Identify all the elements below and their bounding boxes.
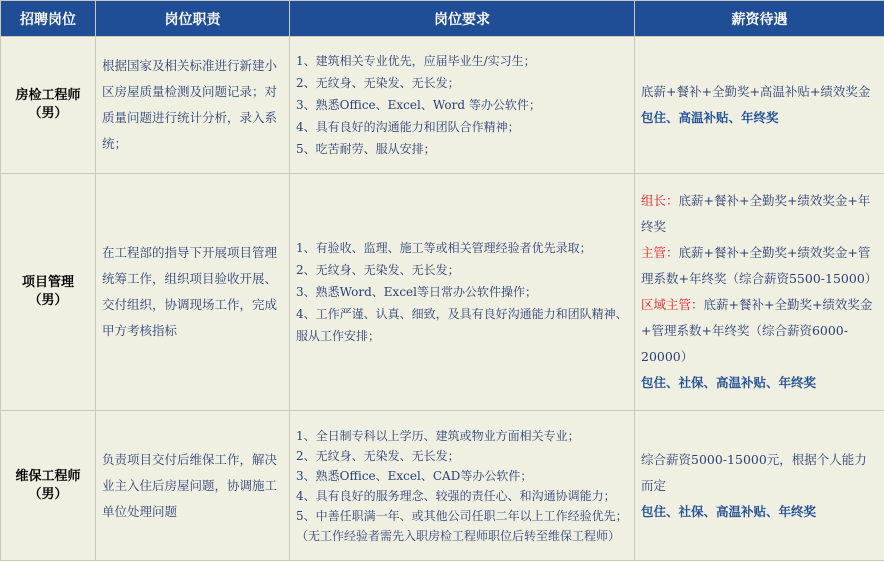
salary-tier — [641, 292, 878, 370]
position-title: 房检工程师 — [15, 88, 81, 103]
tier-label: 组长： — [641, 193, 679, 208]
requirement-item: 3、熟悉Word、Excel等日常办公软件操作； — [296, 285, 537, 299]
header-position: 招聘岗位 — [1, 1, 96, 37]
requirement-item: 1、有验收、监理、施工等或相关管理经验者优先录取； — [296, 241, 592, 255]
tier-text: 底薪+餐补+全勤奖+绩效奖金+年终奖 — [641, 193, 871, 234]
benefits-text: 包住、社保、高温补贴、年终奖 — [641, 375, 817, 390]
requirement-item: 3、熟悉Office、Excel、Word 等办公软件； — [296, 98, 541, 112]
duties-cell: 在工程部的指导下开展项目管理统筹工作，组织项目验收开展、交付组织，协调现场工作，完成甲方考核指标 — [96, 174, 290, 411]
requirement-item: 2、无纹身、无染发、无长发； — [296, 76, 460, 90]
requirement-item: 2、无纹身、无染发、无长发； — [296, 263, 460, 277]
requirement-item: 5、中善任职满一年、或其他公司任职二年以上工作经验优先；（无工作经验者需先入职房检工程师职位后转至维保工程师） — [296, 508, 628, 543]
requirement-item: 2、无纹身、无染发、无长发； — [296, 448, 460, 463]
position-cell — [1, 174, 96, 411]
position-title: 项目管理 — [21, 275, 74, 290]
salary-cell — [635, 37, 884, 174]
tier-text: 底薪+餐补+全勤奖+绩效奖金+管理系数+年终奖（综合薪资6000-20000） — [641, 297, 873, 364]
requirements-cell — [290, 411, 635, 561]
requirements-cell — [290, 37, 635, 174]
requirement-item: 4、工作严谨、认真、细致，及具有良好沟通能力和团队精神、服从工作安排； — [296, 307, 628, 343]
tier-label: 主管： — [641, 245, 679, 260]
requirements-cell — [290, 174, 635, 411]
requirement-item: 3、熟悉Office、Excel、CAD等办公软件； — [296, 468, 533, 483]
header-duties: 岗位职责 — [96, 1, 290, 37]
benefits-text: 包住、社保、高温补贴、年终奖 — [641, 503, 817, 519]
position-gender: （男） — [28, 106, 68, 121]
salary-tier — [641, 240, 878, 292]
position-gender: （男） — [28, 293, 68, 308]
header-salary: 薪资待遇 — [635, 1, 884, 37]
position-cell — [1, 37, 96, 174]
salary-text: 底薪+餐补+全勤奖+高温补贴+绩效奖金 — [641, 84, 871, 99]
salary-tier — [641, 188, 878, 240]
header-requirements: 岗位要求 — [290, 1, 635, 37]
requirement-item: 1、全日制专科以上学历、建筑或物业方面相关专业； — [296, 428, 580, 443]
requirement-item: 5、吃苦耐劳、服从安排； — [296, 142, 436, 156]
requirement-item: 4、具有良好的服务理念、较强的责任心、和沟通协调能力； — [296, 488, 616, 503]
salary-text: 综合薪资5000-15000元，根据个人能力而定 — [641, 451, 867, 493]
position-gender: （男） — [28, 486, 68, 502]
duties-cell: 根据国家及相关标准进行新建小区房屋质量检测及问题记录；对质量问题进行统计分析，录入系统； — [96, 37, 290, 174]
salary-cell — [635, 174, 884, 411]
table-header-row — [1, 1, 884, 37]
table-row — [1, 411, 884, 561]
requirements-clip — [296, 412, 628, 560]
salary-cell — [635, 411, 884, 561]
tier-label: 区域主管： — [641, 297, 704, 312]
position-cell — [1, 411, 96, 561]
duties-cell: 负责项目交付后维保工作，解决业主入住后房屋问题，协调施工单位处理问题 — [96, 411, 290, 561]
table-row — [1, 37, 884, 174]
position-title: 维保工程师 — [15, 468, 81, 484]
table-row — [1, 174, 884, 411]
requirement-item: 4、具有良好的沟通能力和团队合作精神； — [296, 120, 520, 134]
requirement-item: 1、建筑相关专业优先，应届毕业生/实习生； — [296, 54, 536, 68]
tier-text: 底薪+餐补+全勤奖+绩效奖金+管理系数+年终奖（综合薪资5500-15000） — [641, 245, 878, 286]
benefits-text: 包住、高温补贴、年终奖 — [641, 110, 779, 125]
